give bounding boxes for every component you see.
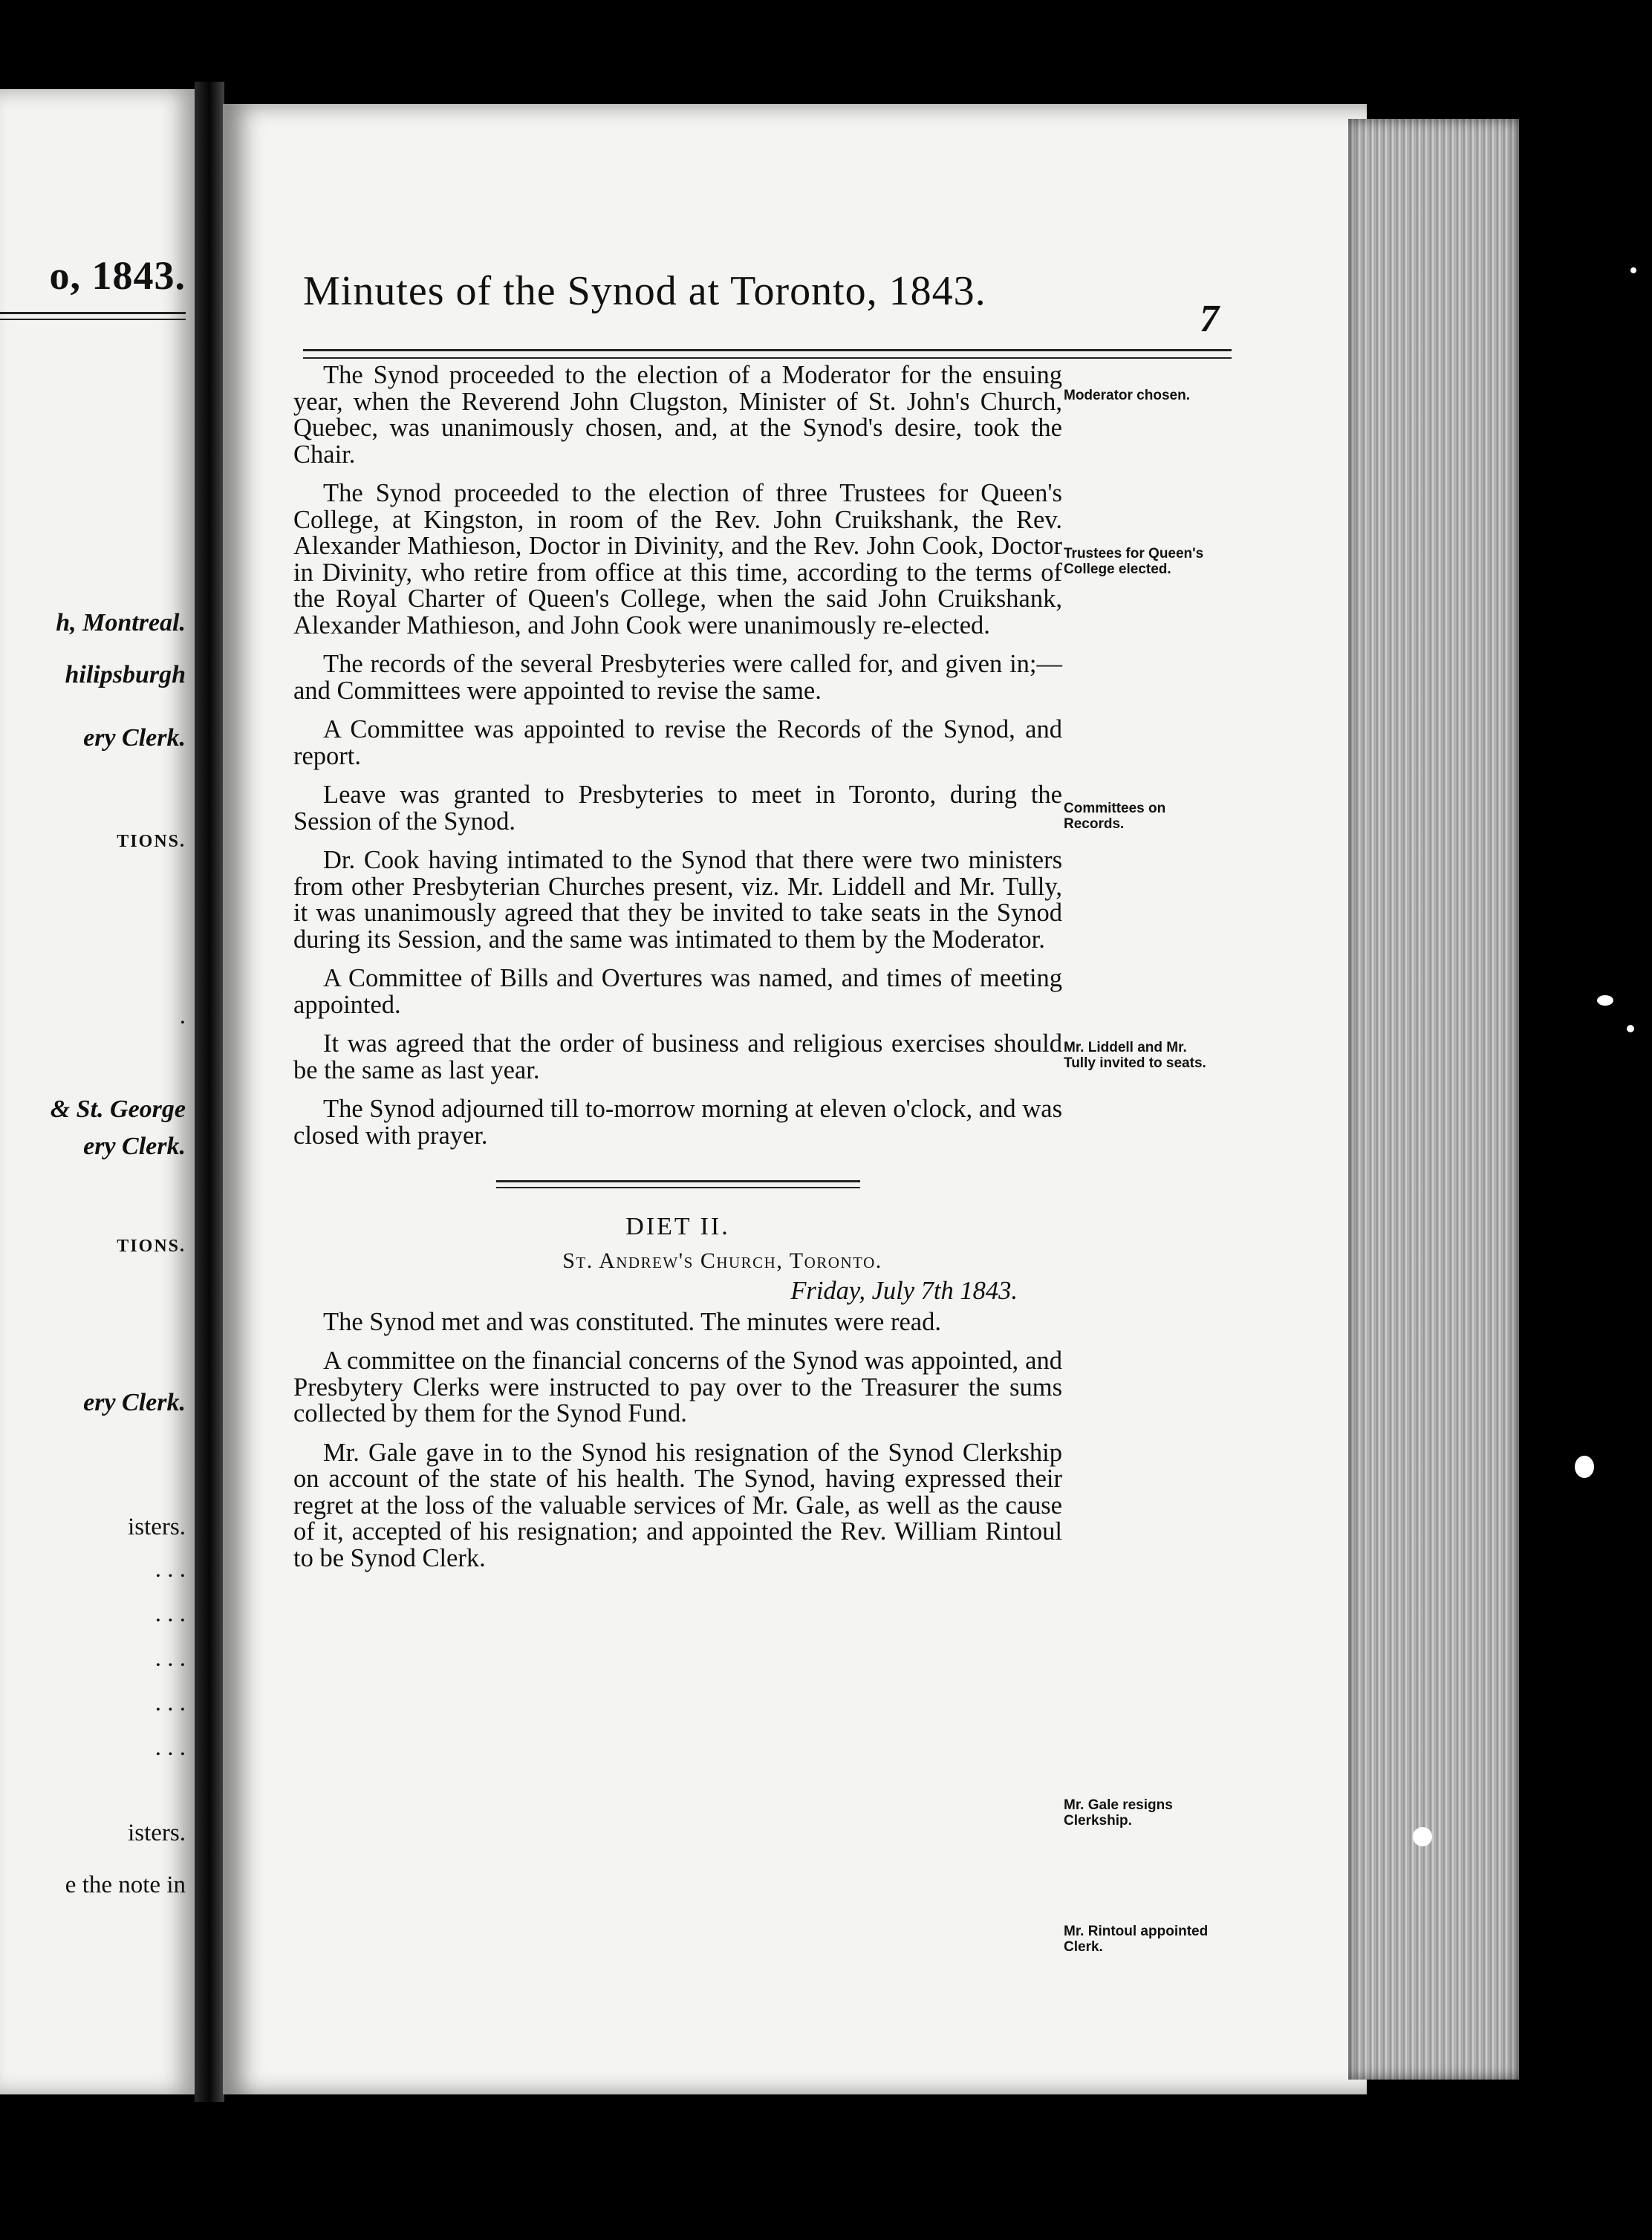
paragraph: It was agreed that the order of business and religious exercises should be the same as last year. xyxy=(293,1029,1062,1084)
left-page-line: hilipsburgh xyxy=(65,661,186,688)
paragraph: The Synod adjourned till to-morrow morning at eleven o'clock, and was closed with prayer. xyxy=(293,1095,1062,1150)
margin-note: Moderator chosen. xyxy=(1064,388,1190,403)
section-divider xyxy=(496,1180,860,1188)
paragraph: Mr. Gale gave in to the Synod his resignation of the Synod Clerkship on account of the state of his health. The Synod, having expressed their regret at the loss of the valuable services of Mr. Gale, as well as the cause of it, accepted of his resignation; and appointed the Rev. William Rintoul to be Synod Clerk. xyxy=(293,1438,1062,1572)
diet-place: St. Andrew's Church, Toronto. xyxy=(562,1248,882,1273)
margin-note: Mr. Rintoul appointed Clerk. xyxy=(1064,1924,1209,1955)
left-page-line: TIONS. xyxy=(117,1237,186,1256)
left-page-line: ery Clerk. xyxy=(83,724,186,752)
left-page-line: e the note in xyxy=(65,1872,186,1898)
left-page-line: . xyxy=(179,1003,186,1029)
paragraph: The Synod proceeded to the election of a Moderator for the ensuing year, when the Reverend John Clugston, Minister of St. John's Church, Quebec, was unanimously chosen, and, at the Synod's desire, took the Chair. xyxy=(293,361,1062,469)
paragraph: The records of the several Presbyteries were called for, and given in;—and Committees were appointed to revise the same. xyxy=(293,650,1062,705)
header-rule xyxy=(303,349,1232,359)
left-page-line: . . . xyxy=(155,1734,186,1761)
book-gutter xyxy=(195,82,224,2102)
left-page-rule xyxy=(0,312,186,320)
body-text xyxy=(293,362,1062,1584)
margin-note: Mr. Gale resigns Clerkship. xyxy=(1064,1797,1173,1829)
dust-speck xyxy=(1575,1456,1594,1478)
left-page-line: h, Montreal. xyxy=(56,609,186,636)
paragraph: A Committee was appointed to revise the Records of the Synod, and report. xyxy=(293,715,1062,770)
paragraph: Dr. Cook having intimated to the Synod that there were two ministers from other Presbyterian Churches present, viz. Mr. Liddell and Mr. Tully, it was unanimously agreed that they be invited to take seats in the Synod during its Session, and the same was intimated to them by the Moderator. xyxy=(293,846,1062,954)
diet-title: DIET II. xyxy=(625,1213,730,1240)
left-page-line: . . . xyxy=(155,1690,186,1716)
dust-speck xyxy=(1630,267,1636,273)
paragraph: Leave was granted to Presbyteries to meet in Toronto, during the Session of the Synod. xyxy=(293,781,1062,836)
left-page-line: isters. xyxy=(128,1514,186,1540)
page-number: 7 xyxy=(1200,298,1219,340)
left-page-line: . . . xyxy=(155,1645,186,1672)
left-page-line: ery Clerk. xyxy=(83,1389,186,1416)
paragraph: A committee on the financial concerns of the Synod was appointed, and Presbytery Clerks were instructed to pay over to the Treasurer the sums collected by them for the Synod Fund. xyxy=(293,1347,1062,1427)
margin-note: Trustees for Queen's College elected. xyxy=(1064,546,1204,577)
margin-note: Committees on Records. xyxy=(1064,801,1166,832)
left-page-line: & St. George xyxy=(50,1095,186,1123)
left-page-line: . . . xyxy=(155,1601,186,1627)
diet-date: Friday, July 7th 1843. xyxy=(790,1277,1018,1305)
paragraph: A Committee of Bills and Overtures was named, and times of meeting appointed. xyxy=(293,964,1062,1019)
dust-speck xyxy=(1597,995,1613,1006)
page-edges xyxy=(1348,119,1519,2080)
paragraph: The Synod met and was constituted. The minutes were read. xyxy=(323,1307,941,1336)
left-facing-page xyxy=(0,89,195,2094)
left-page-header: o, 1843. xyxy=(49,253,186,298)
dust-speck xyxy=(1627,1025,1634,1032)
running-head: Minutes of the Synod at Toronto, 1843. xyxy=(303,268,986,314)
left-page-line: TIONS. xyxy=(117,832,186,851)
left-page-line: isters. xyxy=(128,1820,186,1846)
margin-note: Mr. Liddell and Mr. Tully invited to seats. xyxy=(1064,1040,1206,1071)
left-page-line: ery Clerk. xyxy=(83,1133,186,1160)
left-page-line: . . . xyxy=(155,1556,186,1583)
paragraph: The Synod proceeded to the election of three Trustees for Queen's College, at Kingston, in room of the Rev. John Cruikshank, the Rev. Alexander Mathieson, Doctor in Divinity, and the Rev. John Cook, Doctor in Divinity, who retire from office at this time, according to the terms of the Royal Charter of Queen's College, when the said John Cruikshank, Alexander Mathieson, and John Cook were unanimously re-elected. xyxy=(293,479,1062,639)
dust-speck xyxy=(1413,1827,1432,1846)
